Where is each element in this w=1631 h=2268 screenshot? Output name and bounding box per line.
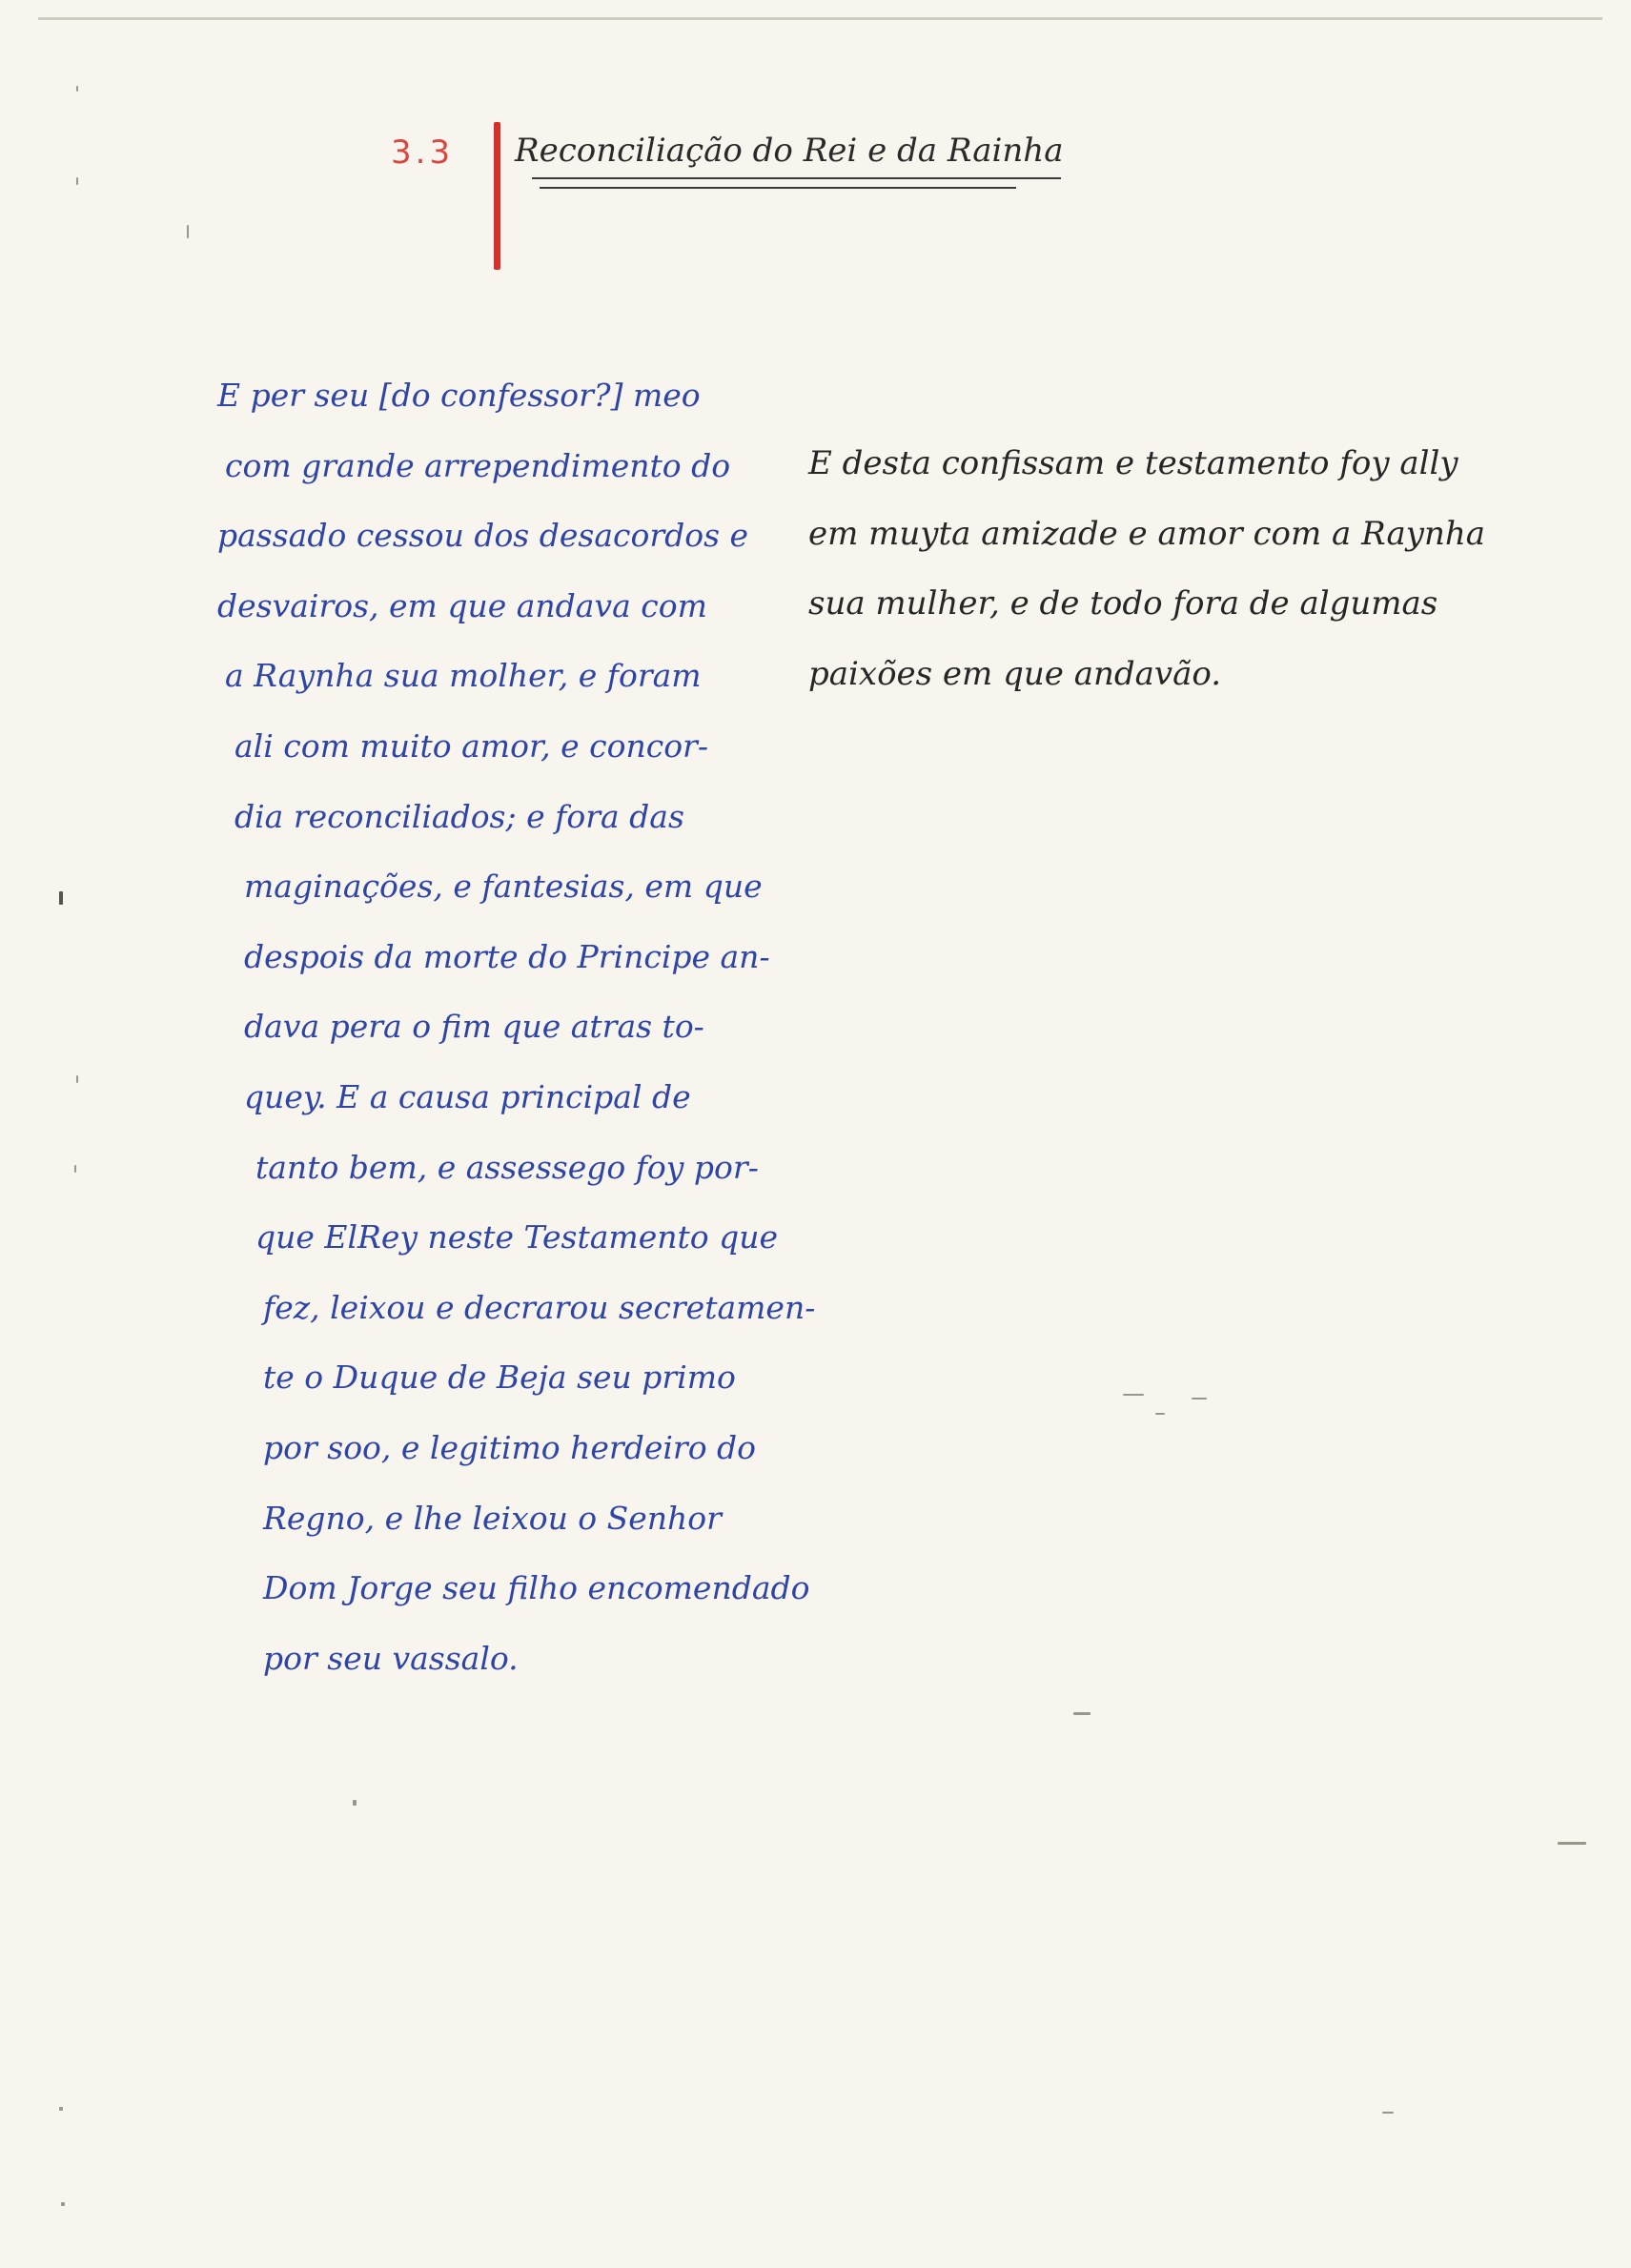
left-line-4: desvairos, em que andava com bbox=[217, 586, 707, 624]
left-line-1: E per seu [do confessor?] meo bbox=[217, 377, 701, 414]
left-line-8: maginações, e fantesias, em que bbox=[244, 868, 763, 906]
right-line-1: E desta confissam e testamento foy ally bbox=[808, 444, 1458, 482]
paper-speck bbox=[1073, 1712, 1091, 1715]
right-line-2: em muyta amizade e amor com a Raynha bbox=[808, 514, 1486, 553]
paper-speck bbox=[76, 86, 78, 92]
section-number: 3.3 bbox=[391, 133, 455, 172]
paper-speck bbox=[353, 1800, 357, 1806]
left-line-5: a Raynha sua molher, e foram bbox=[225, 657, 702, 695]
left-line-11: quey. E a causa principal de bbox=[244, 1077, 691, 1115]
paper-speck bbox=[59, 891, 63, 905]
left-line-14: fez, leixou e decrarou secretamen- bbox=[263, 1288, 816, 1326]
title-underline-second bbox=[540, 187, 1016, 189]
left-line-6: ali com muito amor, e concor- bbox=[234, 726, 708, 765]
left-line-17: Regno, e lhe leixou o Senhor bbox=[263, 1499, 722, 1537]
paper-speck bbox=[76, 1075, 78, 1083]
left-line-19: por seu vassalo. bbox=[263, 1639, 519, 1677]
paper-speck bbox=[61, 2202, 65, 2206]
left-line-10: dava pera o fim que atras to- bbox=[244, 1008, 704, 1046]
section-title: Reconciliação do Rei e da Rainha bbox=[515, 132, 1064, 170]
left-line-15: te o Duque de Beja seu primo bbox=[263, 1359, 736, 1397]
right-line-4: paixões em que andavão. bbox=[808, 654, 1222, 693]
paper-speck bbox=[74, 1165, 76, 1173]
title-underline bbox=[532, 177, 1061, 179]
paper-speck bbox=[76, 177, 78, 185]
left-line-9: despois da morte do Principe an- bbox=[244, 937, 770, 975]
left-line-12: tanto bem, e assessego foy por- bbox=[255, 1148, 759, 1186]
left-line-3: passado cessou dos desacordos e bbox=[217, 517, 749, 555]
red-margin-rule bbox=[494, 122, 500, 270]
paper-speck bbox=[1558, 1842, 1586, 1845]
paper-speck bbox=[1192, 1398, 1207, 1400]
right-column-text bbox=[808, 429, 1552, 709]
left-line-2: com grande arrependimento do bbox=[225, 446, 731, 484]
paper-speck bbox=[59, 2107, 63, 2111]
left-line-18: Dom Jorge seu filho encomendado bbox=[263, 1569, 810, 1607]
paper-speck bbox=[1123, 1394, 1144, 1396]
left-line-7: dia reconciliados; e fora das bbox=[234, 797, 684, 835]
left-line-13: que ElRey neste Testamento que bbox=[255, 1218, 778, 1257]
page-top-edge bbox=[38, 17, 1602, 20]
paper-speck bbox=[1382, 2112, 1394, 2114]
right-line-3: sua mulher, e de todo fora de algumas bbox=[808, 584, 1438, 623]
left-line-16: por soo, e legitimo herdeiro do bbox=[263, 1428, 757, 1466]
paper-speck bbox=[1155, 1413, 1165, 1415]
paper-speck bbox=[187, 225, 189, 238]
left-column-text bbox=[217, 360, 885, 1693]
